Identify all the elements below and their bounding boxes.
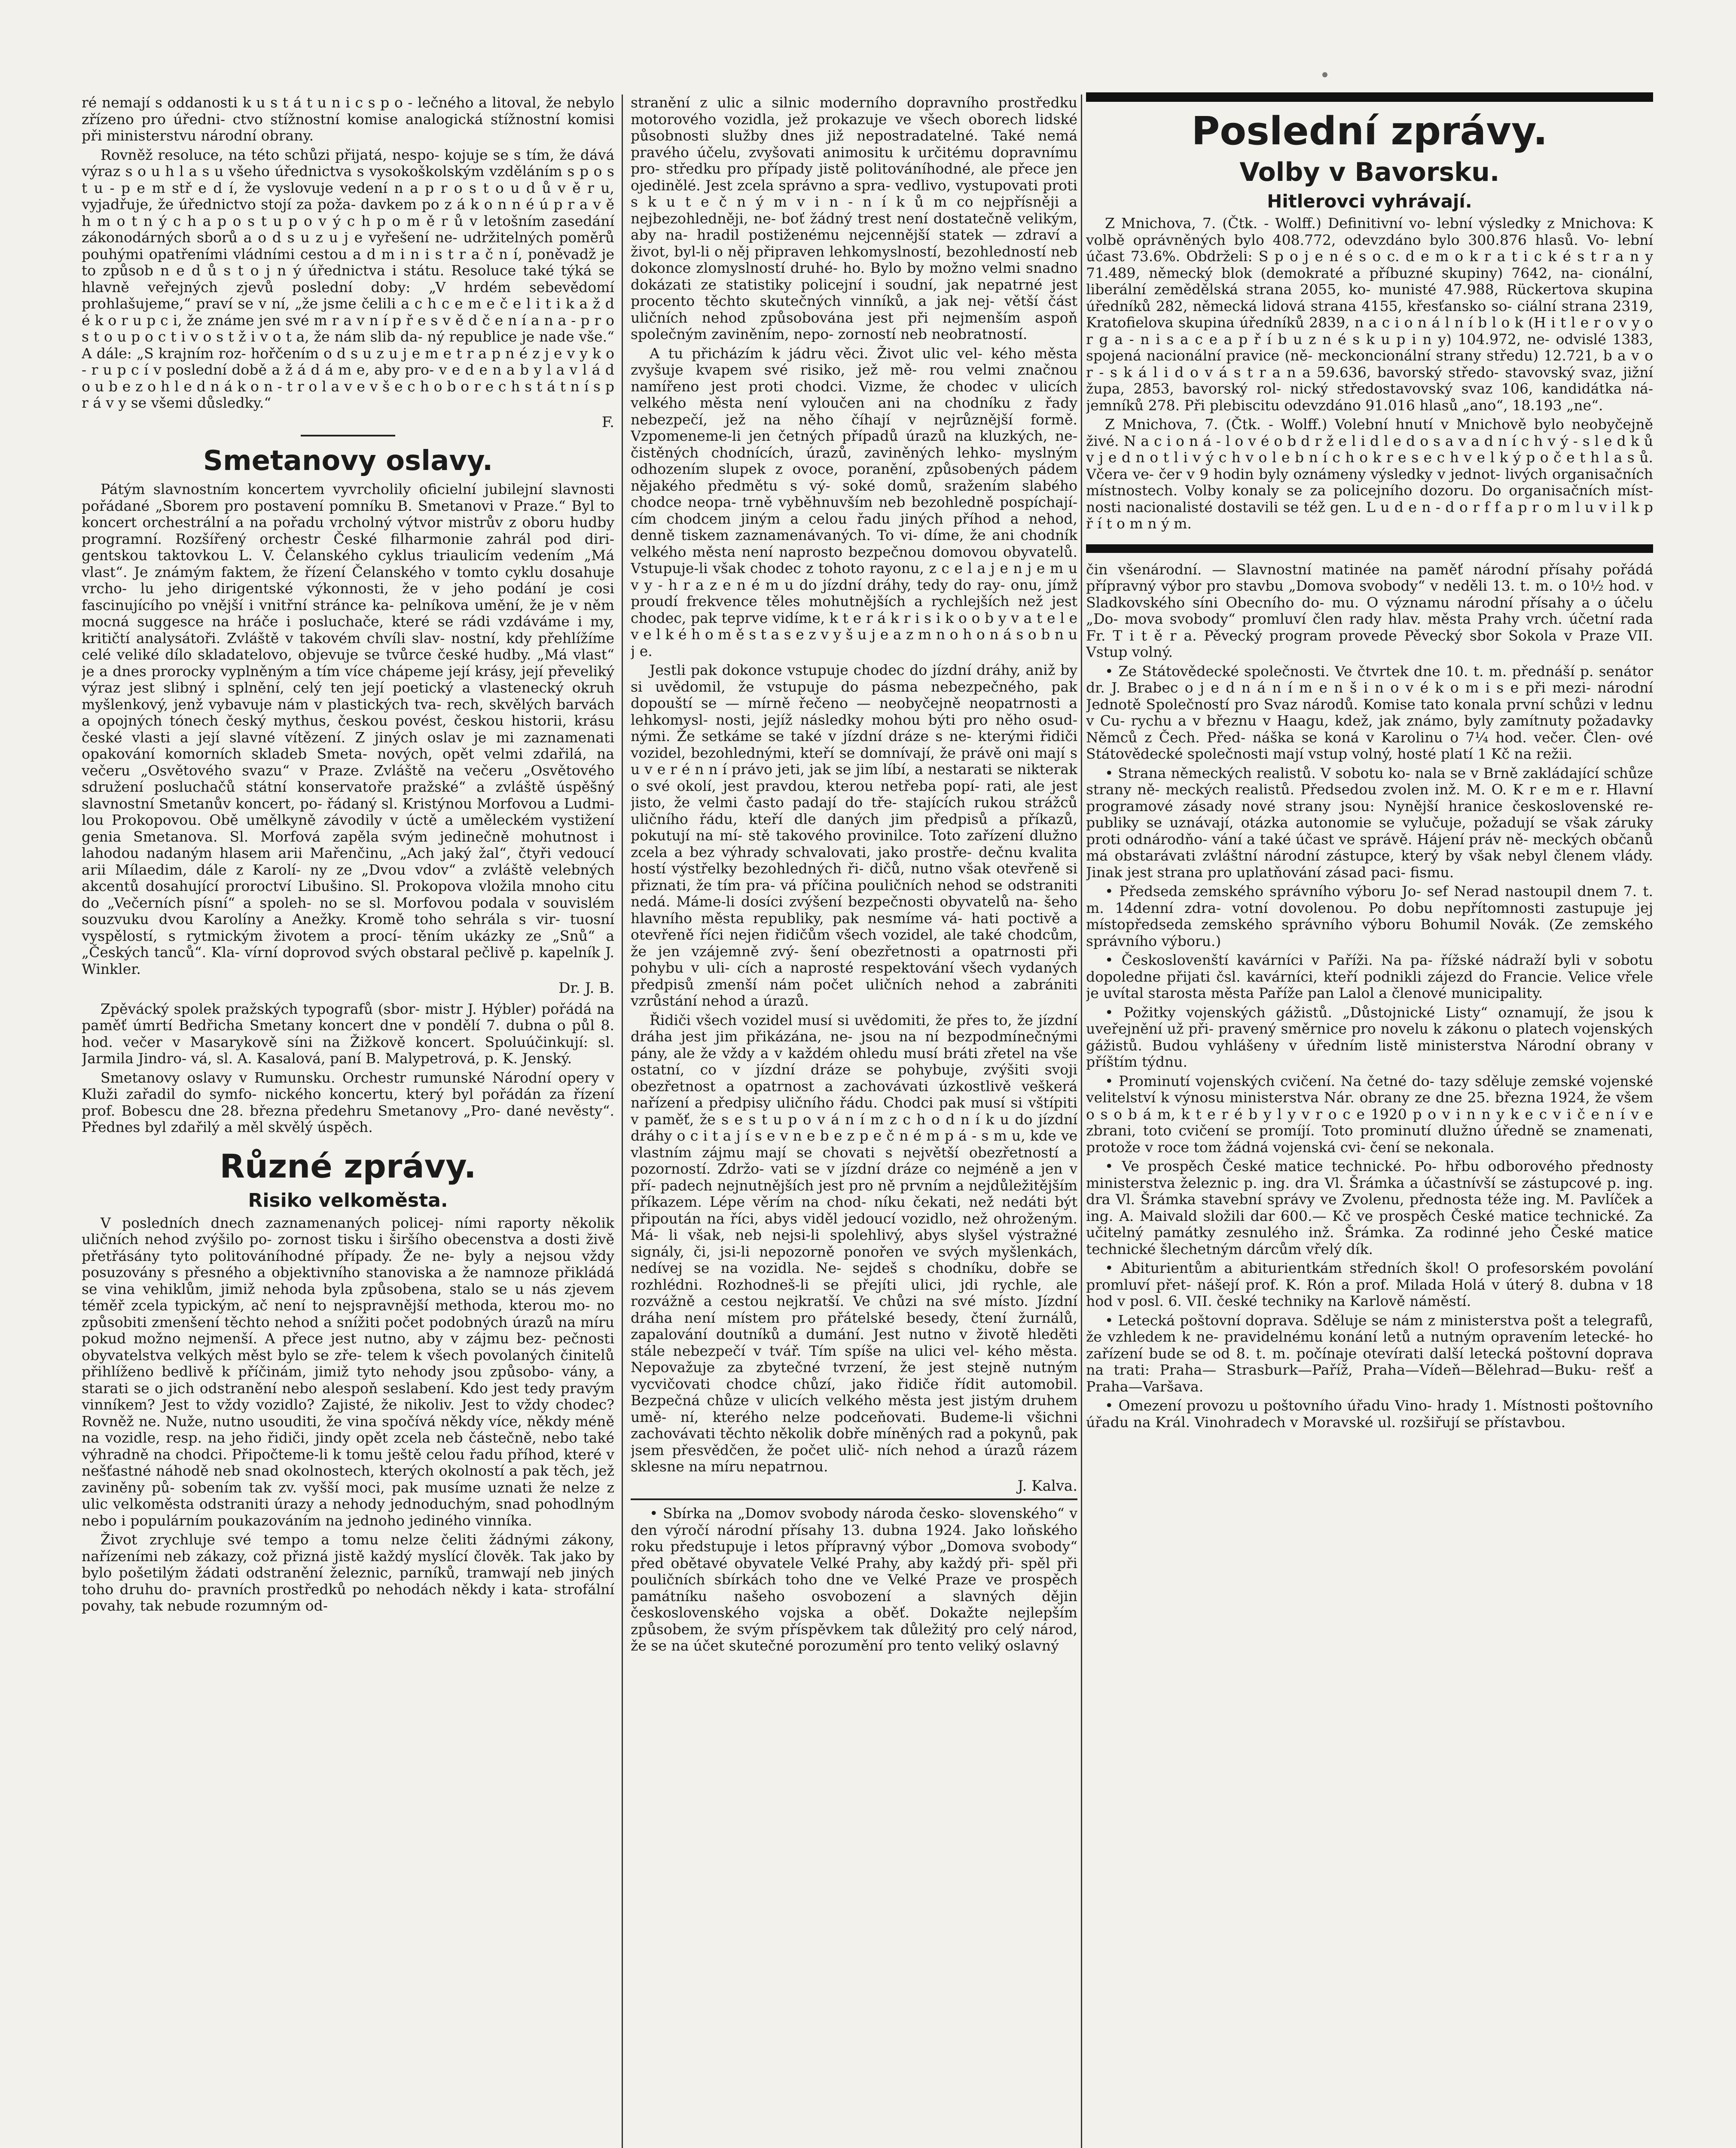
article-text: Z Mnichova, 7. (Čtk. - Wolff.) Volební hnutí v Mnichově bylo neobyčejně živé. N a c i o n á - l o v é o b d r ž e l i d l e d o s a v a d n í c h v ý - s l e d k ů v j e d n o t l i v ý c h v o l e b n í c h o k r e s e c h v e l k ý p o č e t h l a s ů. Včera ve- čer v 9 hodin byly oznámeny výsledky v jednot- livých organisačních místnostech. Volby konaly se za policejního dozoru. Do organisačních míst- nosti nacionalisté dostavili se též gen. L u d e n - d o r f f a p r o m l u v i l k p ř í t o m n ý m. [1086, 416, 1653, 532]
article-text: Řidiči všech vozidel musí si uvědomiti, že přes to, že jízdní dráha jest jim přikázána, ne- jsou na ní bezpodmínečnými pány, ale že vždy a v každém ohledu musí bráti zřetel na vše ostatní, co v jízdní dráze se pohybuje, zvýšiti svoji obezřetnost a opatrnost a zachovávati úzkostlivě veškerá nařízení a předpisy uličního řádu. Chodci pak musí si vštípiti v paměť, že s e s t u p o v á n í m z c h o d n í k u do jízdní dráhy o c i t a j í s e v n e b e z p e č n é m p á - s m u, kde ve vlastním zájmu mají se chovati s největší obezřetností a pozorností. Zdržo- vati se v jízdní dráze co nejméně a jen v pří- padech nejnutnějších jest pro ně prvním a nejdůležitějším příkazem. Lépe věrím na chod- níku čekati, než nedáti být připoután na říci, abys viděl jedoucí vozidlo, než ohroženým. Má- li však, neb nejsi-li spolehlivý, abys slyšel výstražné signály, či, jsi-li nepozorně ponořen ve svých myšlenkách, nedívej se na vozidla. Ne- sejdeš s chodníku, dobře se rozhlédni. Rozhodneš-li se přejíti ulici, jdi rychle, ale rozvážně a cestou nejkratší. Ve chůzi na své místo. Jízdní dráha není místem pro přátelské besedy, čtení žurnálů, zapalování doutníků a dumání. Jest nutno v životě hleděti stále nebezpečí v tvář. Tím spíše na ulici vel- kého města. Nepovažuje za zbytečné tvrzení, že jest stejně nutným vycvičovati chodce chůzí, jako řidiče řídit automobil. Bezpečná chůze v ulicích velkého města jest jistým druhem umě- ní, kterého nelze podceňovati. Budeme-li všichni zachovávati těchto několik dobře míněných rad a pokynů, pak jsem přesvědčen, že počet ulič- ních nehod a úrazů rázem sklesne na míru nepatrnou. [631, 1011, 1077, 1475]
article-text: A tu přicházím k jádru věci. Život ulic vel- kého města zvyšuje kvapem své risiko, jež mě- rou velmi značnou namířeno jest proti chodci. Vizme, že chodec v ulicích velkého města není vyloučen ani na chodníku z řady nebezpečí, jež na něho číhají v nejrůznější formě. Vzpomeneme-li jen četných případů úrazů na kluzkých, ne- čistěných chodnících, úrazů, zaviněných lehko- myslným odhozením slupek z ovoce, poranění, způsobených pádem nějakého předmětu s vý- soké domů, sražením slabého chodce neopa- trně vyběhnuvším neb bezohledně pospíchají- cím chodcem jiným a celou řadu jiných příhod a nehod, denně tiskem zaznamenávaných. To vi- díme, že ani chodník velkého města není naprosto bezpečnou domovou obyvatelů. Vstupuje-li však chodec z tohoto rayonu, z c e l a j e n j e m u v y - h r a z e n é m u do jízdní dráhy, tedy do ray- onu, jímž proudí frekvence těles mohutnějších a rychlejších než jest chodec, pak teprve vidíme, k t e r á k r i s i k o o b y v a t e l e v e l k é h o m ě s t a s e z v y š u j e a z m n o h o n á s o b n u j e. [631, 345, 1077, 659]
news-item: • Ve prospěch České matice technické. Po- hřbu odborového přednosty ministerstva železnic p. ing. dra Vl. Šrámka a účastnívší se zástupcové p. ing. dra Vl. Šrámka stavební správy ve Zvolenu, přednosta téže ing. M. Pavlíček a ing. A. Maivald složili dar 600.— Kč ve prospěch České matice technické. Za učitelný památky zesnulého inž. Šrámka. Za rodinné jeho České matice technické šlechetným dárcům vřelý dík. [1086, 1158, 1653, 1257]
column-divider [1081, 95, 1082, 2148]
news-item: • Strana německých realistů. V sobotu ko- nala se v Brně zakládající schůze strany ně- meckých realistů. Předsedou zvolen inž. M. O. K r e m e r. Hlavní programové zásady nové strany jsou: Nynější hranice československé re- publiky se uznávají, otázka autonomie se vylučuje, požadují se však záruky proti odnárodňo- vání a také účast ve správě. Hájení práv ně- meckých občanů má obstarávati zvláštní národní zástupce, který by však nebyl členem vlády. Jinak jest strana pro uplatňování zásad paci- fismu. [1086, 764, 1653, 881]
article-text: Zpěvácký spolek pražských typografů (sbor- mistr J. Hýbler) pořádá na paměť úmrtí Bedřicha Smetany koncert dne v pondělí 7. dubna o půl 8. hod. večer v Masarykově síni na Žižkově koncert. Spoluúčinkují: sl. Jarmila Jindro- vá, sl. A. Kasalová, paní B. Malypetrová, p. K. Jenský. [82, 1000, 614, 1067]
article-text: čin všenárodní. — Slavnostní matinée na paměť národní přísahy pořádá přípravný výbor pro stavbu „Domova svobody“ v neděli 13. t. m. o 10½ hod. v Sladkovského síni Obecního do- mu. O významu národní přísahy a o účelu „Do- mova svobody“ promluví člen rady hlav. města Prahy vrch. účetní rada Fr. T i t ě r a. Pěvecký program provede Pěvecký sbor Sokola v Praze VII. Vstup volný. [1086, 561, 1653, 660]
article-text: Pátým slavnostním koncertem vyvrcholily oficielní jubilejní slavnosti pořádané „Sborem pro postavení pomníku B. Smetanovi v Praze.“ Byl to koncert orchestrální a na pořadu vrcholný výtvor mistrův z oboru hudby programní. Rozšířený orchestr České filharmonie zahrál pod diri- gentskou taktovkou L. V. Čelanského cyklus triaulicím vedením „Má vlast“. Je známým faktem, že řízení Čelanského v tomto cyklu dosahuje vrcho- lu jeho dirigentské výkonnosti, že v jeho podání je cosi fascinujícího po vnější i vnitřní stránce ka- pelníkova umění, že je v něm mocná suggesce na hráče i posluchače, které se rádi vzdáváme i my, kritičtí analysátoři. Zvláště v takovém chvíli slav- nostní, kdy přehlížíme celé veliké dílo skladatelovo, objevuje se tvůrce české hudby. „Má vlast“ je a dnes prorocky vyplněným a tím více chápeme její krásy, její převeliký výraz jest slibný i splnění, celý ten její poetický a vlastenecký okruh myšlenkový, jenž vybavuje nám v plastických tva- rech, skvělých barvách a opojných tónech český mythus, českou povést, českou historii, krásu české vlasti a její slavné vítězení. Z jiných oslav je mi zaznamenati opakování komorních skladeb Smeta- nových, opět velmi zdařilá, na večeru „Osvětového svazu“ v Praze. Zvláště na večeru „Osvětového sdružení posluchačů státní konservatoře pražské“ a zvláště úspěšný slavnostní Smetanův koncert, po- řádaný sl. Kristýnou Morfovou a Ludmi- lou Prokopovou. Obě umělkyně závodily v úctě a uměleckém vystižení genia Smetanova. Sl. Morfová zapěla svým jedinečně mohutnost i lahodou nadaným hlasem arii Mařenčinu, „Ach jaký žal“, čtyři vedoucí arii Mílaedim, dále z Karolí- ny ze „Dvou vdov“ a zvláště velebných akcentů dosahující proroctví Libušino. Sl. Prokopova vložila mnoho citu do „Večerních písní“ a spoleh- no se sl. Morfovou podala v souvislém souzvuku dvou Karolíny a Anežky. Kromě toho sehrála s vir- tuosní vyspělostí, s rytmickým životem a procí- těním ukázky ze „Snů“ a „Českých tanců“. Kla- vírní doprovod svých obstaral pečlivě p. kapelník J. Winkler. [82, 481, 614, 977]
news-item: • Českoslovenští kavárníci v Paříži. Na pa- řížské nádraží byli v sobotu dopoledne přijati čsl. kavárníci, kteří podnikli zájezd do Francie. Velice vřele je uvítal starosta města Paříže pan Lalol a členové municipality. [1086, 952, 1653, 1001]
news-item: • Ze Státovědecké společnosti. Ve čtvrtek dne 10. t. m. přednáší p. senátor dr. J. Brabec o j e d n á n í m e n š i n o v é k o m i s e při mezi- národní Jednotě Společností pro Svaz národů. Komise tato konala první schůzi v lednu v Cu- rychu a v březnu v Haagu, kdež, jak známo, byly zamítnuty požadavky Němců z Čech. Před- náška se koná v Karolinu o 7¼ hod. večer. Člen- ové Státovědecké společnosti mají vstup volný, hosté platí 1 Kč na režii. [1086, 662, 1653, 762]
article-subheading: Hitlerovci vyhrávají. [1267, 191, 1472, 212]
column-2 [631, 95, 1077, 2148]
signature: F. [601, 413, 614, 431]
article-text: stranění z ulic a silnic moderního dopravního prostředku motorového vozidla, jež prokazuje ve všech oborech lidské působnosti služby dnes již nepostradatelné. Také nemá pravého účelu, zvyšovati animositu k určitému dopravnímu pro- středku pro případy jistě politováníhodné, ale přece jen ojedinělé. Jest zcela správno a spra- vedlivo, vystupovati proti s k u t e č n ý m v i n - n í k ů m co nejpřísněji a nejbezohledněji, ne- boť žádný trest není dostatečně velikým, aby na- hradil postiženému nejcennější statek — zdraví a život, byl-li o něj připraven lehkomyslností, bezohledností neb dokonce zlomyslností druhé- ho. Bylo by možno velmi snadno dokázati ze statistiky policejní i soudní, jak nepatrné jest procento těchto skutečných vinníků, a jak nej- větší část uličních nehod způsobována jest při nejmenším aspoň společným zaviněním, nepo- zorností neb neobratností. [631, 95, 1077, 342]
divider [631, 1498, 1077, 1500]
section-title: Poslední zprávy. [1191, 109, 1548, 154]
article-heading: Volby v Bavorsku. [1239, 157, 1500, 187]
article-text: Rovněž resoluce, na této schůzi přijatá, nespo- kojuje se s tím, že dává výraz s o u h l a s u všeho úřednictva s vysokoškolským vzděláním s p o s t u - p e m stř e d í, že vyslovuje vedení n a p r o s t o u d ů v ě r u, vyjadřuje, že úřednictvo stojí za poža- davkem po z á k o n n é ú p r a v ě h m o t n ý c h a p o s t u p o v ý c h p o m ě r ů v letošním zasedání zákonodárných sborů a o d s u z u j e vyřešení ne- udržitelných poměrů pouhými opatřeními vládními cestou a d m i n i s t r a č n í, poněvadž je to způsob n e d ů s t o j n ý úřednictva i státu. Resoluce také týká se hlavně veřejných zjevů poslední doby: „V hrdém sebevědomí prohlašujeme,“ praví se v ní, „že jsme čelili a c h c e m e č e l i t i k a ž d é k o r u p c i, že známe jen své m r a v n í p ř e s v ě d č e n í a n a - p r o s t o u p o c t i v o s t ž i v o t a, že nám slib da- ný republice je nade vše.“ A dále: „S krajním roz- hořčením o d s u z u j e m e t r a p n é z j e v y k o - r u p c í v poslední době a ž á d á m e, aby pro- v e d e n a b y l a v l á d o u b e z o h l e d n á k o n - t r o l a v e v š e c h o b o r e c h s t á t n í s p r á v y se všemi důsledky.“ [82, 146, 614, 411]
article-text: Smetanovy oslavy v Rumunsku. Orchestr rumunské Národní opery v Kluži zařadil do symfo- nického koncertu, který byl pořádán za řízení prof. Bobescu dne 28. března předehru Smetanovy „Pro- dané nevěsty“. Přednes byl zdařilý a měl skvělý úspěch. [82, 1069, 614, 1135]
article-text: Jestli pak dokonce vstupuje chodec do jízdní dráhy, aniž by si uvědomil, že vstupuje do pásma nebezpečného, pak dopouští se — mírně řečeno — neobyčejně neopatrnosti a lehkomysl- nosti, jejíž následky mohou býti pro něho osud- nými. Že setkáme se také v jízdní dráze s ne- kterými řidiči vozidel, bezohlednými, kteří se domnívají, že právě oni mají s u v e r é n n í právo jeti, jak se jim líbí, a nestarati se nikterak o své okolí, jest pravdou, kterou netřeba popí- rati, ale jest jisto, že velmi často padají do tře- stajících rukou strážců uličního řádu, kteří dle daných jim předpisů a příkazů, pokutují na mí- stě takového provinilce. Toto zařízení dlužno zcela a bez výhrady schvalovati, jako prostře- dečnu kvalita hostí výstřelky bezohledných ři- dičů, nutno však otevřeně si přiznati, že tím pra- vá příčina pouličních nehod se odstraniti nedá. Máme-li dosíci zvýšení bezpečnosti obyvatelů na- šeho hlavního města republiky, pak nesmíme vá- hati poctivě a otevřeně říci nejen řidičům všech vozidel, ale také chodcům, že jen vzájemně zvý- šení obezřetnosti a opatrnosti při pohybu v uli- cích a naprosté respektování všech vydaných předpisů zmenší nám počet uličních nehod a zabrániti vzrůstání nehod a úrazů. [631, 662, 1077, 1009]
print-mark [1322, 72, 1327, 77]
section-heading: Různé zprávy. [220, 1147, 476, 1185]
divider [301, 435, 395, 436]
article-text: • Sbírka na „Domov svobody národa česko- slovenského“ v den výročí národní přísahy 13. dubna 1924. Jako loňského roku předstupuje i letos přípravný výbor „Domova svobody“ před obětavé obyvatele Velké Prahy, aby každý při- spěl při pouličních sbírkách toho dne ve Velké Praze ve prospěch památníku našeho osvobození a slavných dějin československého vojska a oběť. Dokažte nejlepším způsobem, že svým příspěvkem tak důležitý pro celý národ, že se na účet skutečné porozumění pro tento veliký oslavný [631, 1505, 1077, 1654]
section-heading: Smetanovy oslavy. [203, 445, 493, 477]
news-item: • Požitky vojenských gážistů. „Důstojnické Listy“ oznamují, že jsou k uveřejnění už při- pravený směrnice pro novelu k zákonu o platech vojenských gážistů. Budou vyhlášeny v úředním listě ministerstva Národní obrany v příštím týdnu. [1086, 1004, 1653, 1070]
header-bar [1086, 92, 1653, 102]
article-text: Život zrychluje své tempo a tomu nelze čeliti žádnými zákony, nařízeními neb zákazy, což přizná jistě každý myslící člověk. Tak jako by bylo pošetilým žádati odstranění železnic, parníků, tramwají neb jiných toho druhu do- pravních prostředků po nehodách někdy i kata- strofální povahy, tak nebude rozumným od- [82, 1531, 614, 1614]
news-item: • Prominutí vojenských cvičení. Na četné do- tazy sděluje zemské vojenské velitelství k výnosu ministerstva Nár. obrany ze dne 25. března 1924, že všem o s o b á m, k t e r é b y l y v r o c e 1920 p o v i n n y k e c v i č e n í v e zbrani, toto cvičení se promíjí. Toto prominutí dlužno úředně se znamenati, protože v roce tom žádná vojenská cvi- čení se nekonala. [1086, 1072, 1653, 1156]
signature: J. Kalva. [1017, 1477, 1077, 1495]
article-text: V posledních dnech zaznamenaných policej- ními raporty několik uličních nehod zvýšilo po- zornost tisku i širšího obecenstva a dosti živě přetřásány tyto politováníhodné případy. Že ne- byly a nejsou vždy posuzovány s přesného a objektivního stanoviska a že namnoze přikládá se vina vehiklům, jimiž nehoda byla způsobena, stalo se u nás zjevem téměř zcela typickým, ač není to nejspravnější methoda, kterou mo- no způsobiti zmenšení těchto nehod a snížiti počet podobných úrazů na míru pokud možno nejmenší. A přece jest nutno, aby v zájmu bez- pečnosti obyvatelstva velkých měst bylo se zře- telem k všech povolaných činitelů přihlíženo bedlivě k příčinám, jimiž tyto nehody jsou způsobo- vány, a starati se o jich odstranění nebo alespoň seslabení. Kdo jest tedy pravým vinníkem? Jest to vždy vozidlo? Zajisté, že nikoliv. Jest to vždy chodec? Rovněž ne. Nuže, nutno usouditi, že vina spočívá někdy více, někdy méně na vozidle, resp. na jeho řidiči, jindy opět zcela neb částečně, nebo také výhradně na chodci. Připočteme-li k tomu ještě celou řadu příhod, které v nešťastné náhodě neb snad okolnostech, kterých okolností a pak těch, jež zaviněny pů- sobením tak zv. vyšší moci, pak musíme uznati že nelze z ulic velkoměsta odstraniti úrazy a nehody jednoduchým, snad pohodlným nebo i populárním poukazováním na jednoho jediného vinníka. [82, 1214, 614, 1529]
section-divider [1086, 544, 1653, 553]
news-item: • Abiturientům a abiturientkám středních škol! O profesorském povolání promluví přet- nášejí prof. K. Rón a prof. Milada Holá v úterý 8. dubna v 18 hod v posl. 6. VII. české techniky na Karlově náměstí. [1086, 1260, 1653, 1309]
column-3 [1086, 92, 1653, 2148]
article-heading: Risiko velkoměsta. [248, 1189, 448, 1211]
news-item: • Letecká poštovní doprava. Sděluje se nám z ministerstva pošt a telegrafů, že vzhledem k ne- pravidelnému konání letů a nutným opravením letecké- ho zařízení bude se od 8. t. m. počínaje otevírati další letecká poštovní doprava na trati: Praha— Strasburk—Paříž, Praha—Vídeň—Bělehrad—Buku- rešť a Praha—Varšava. [1086, 1312, 1653, 1395]
article-text: Z Mnichova, 7. (Čtk. - Wolff.) Definitivní vo- lební výsledky z Mnichova: K volbě oprávněných bylo 408.772, odevzdáno bylo 300.876 hlasů. Vo- lební účast 73.6%. Obdrželi: S p o j e n é s o c. d e m o k r a t i c k é s t r a n y 71.489, německý blok (demokraté a příbuzné skupiny) 7642, na- cionální, liberální zemědělská strana 2055, ko- munisté 47.988, Rückertova skupina úředníků 282, německá lidová strana 4155, křesťansko so- ciální strana 2319, Kratofielova skupina úředníků 2839, n a c i o n á l n í b l o k (H i t l e r o v y o r g a - n i s a c e a p ř í b u z n é s k u p i n y) 104.972, ne- odvislé 1383, spojená nacionální pravice (ně- meckoncionální strany středu) 12.721, b a v o r - s k á l i d o v á s t r a n a 59.636, bavorský středo- stavovský svaz, jižní župa, 2853, bavorský rol- nický středostavovský svaz 106, kandidátka ná- jemníků 278. Při plebiscitu odevzdáno 91.016 hlasů „ano“, 18.193 „ne“. [1086, 215, 1653, 414]
column-1 [82, 95, 614, 2148]
column-divider [622, 95, 623, 2148]
news-item: • Předseda zemského správního výboru Jo- sef Nerad nastoupil dnem 7. t. m. 14denní zdra- votní dovolenou. Po dobu nepřítomnosti zastupuje jej místopředseda zemského správního výboru Bohumil Novák. (Ze zemského správního výboru.) [1086, 883, 1653, 949]
news-item: • Omezení provozu u poštovního úřadu Vino- hrady 1. Místnosti poštovního úřadu na Král. Vinohradech v Moravské ul. rozšiřují se přístavbou. [1086, 1397, 1653, 1431]
signature: Dr. J. B. [558, 979, 614, 997]
article-text: ré nemají s oddanosti k u s t á t u n i c s p o - lečného a litoval, že nebylo zřízeno pro úředni- ctvo stížnostní komise analogická stížnostní komisi při ministerstvu národní obrany. [82, 95, 614, 144]
